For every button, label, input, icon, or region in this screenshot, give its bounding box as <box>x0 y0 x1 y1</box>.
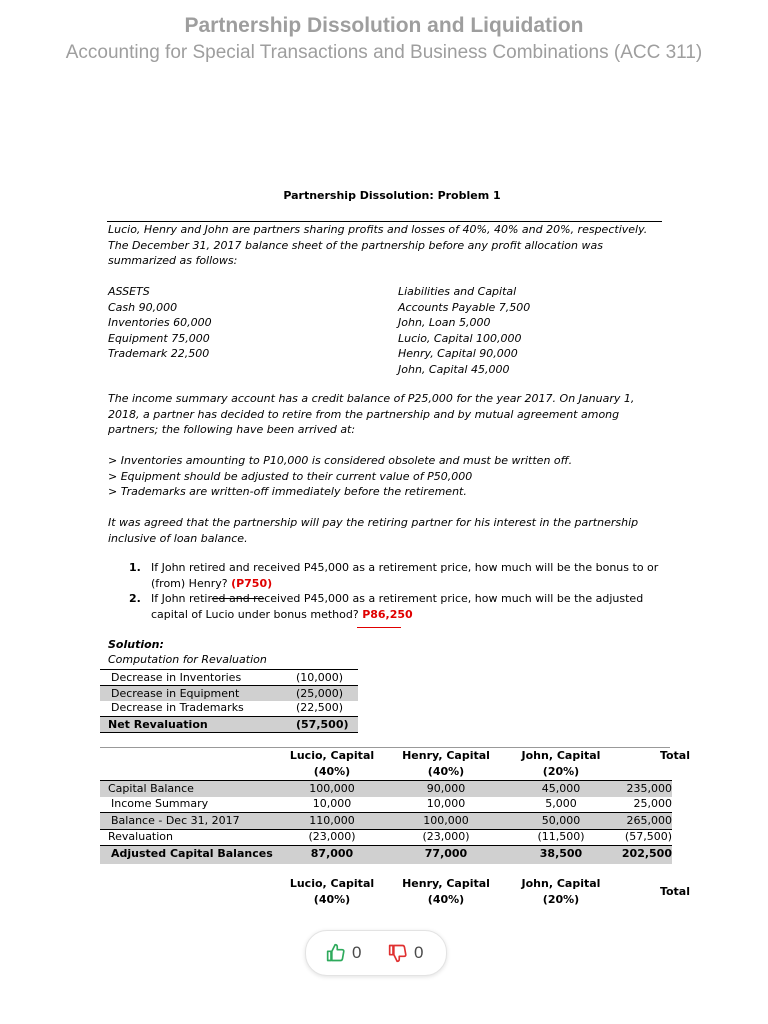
column-name: John, Capital <box>521 749 601 762</box>
column-header <box>515 748 607 779</box>
text-line: The December 31, 2017 balance sheet of the partnership before any profit allocation was <box>108 238 603 252</box>
asset-item: Cash 90,000 <box>108 300 178 314</box>
question-text-part: If John retir <box>151 592 212 605</box>
text-line: partners; the following have been arrived at: <box>108 423 356 436</box>
adjustment-item: > Inventories amounting to P10,000 is considered obsolete and must be written off. <box>108 454 573 467</box>
agreement-paragraph <box>108 515 668 546</box>
cell: 100,000 <box>309 782 355 795</box>
cell: 87,000 <box>310 847 354 860</box>
text-line: Lucio, Henry and John are partners sharing profits and losses of 40%, 40% and 20%, respectively. <box>108 223 648 236</box>
liabilities-list <box>398 284 530 377</box>
question-text: If John retired and received P45,000 as a retirement price, how much will be the bonus to or <box>151 561 659 574</box>
column-header <box>400 876 492 907</box>
column-header-total <box>620 748 690 764</box>
cell: (57,500) <box>624 830 672 843</box>
row-label: Adjusted Capital Balances <box>111 847 273 860</box>
row-value: (22,500) <box>296 701 344 714</box>
income-paragraph <box>108 391 668 438</box>
answer-text: (P750) <box>231 576 273 590</box>
cell: (11,500) <box>537 830 585 843</box>
liabilities-heading: Liabilities and Capital <box>398 285 517 298</box>
text-line: It was agreed that the partnership will pay the retiring partner for his interest in the partnership <box>108 516 639 529</box>
column-name: Lucio, Capital <box>289 749 375 762</box>
cell: 90,000 <box>426 782 466 795</box>
column-pct: (40%) <box>313 764 351 778</box>
column-pct: (40%) <box>427 764 465 778</box>
cell: 77,000 <box>424 847 468 860</box>
row-label: Decrease in Inventories <box>111 671 242 684</box>
column-pct: (40%) <box>427 892 465 906</box>
question-item <box>129 560 669 591</box>
row-value: (57,500) <box>296 718 349 731</box>
solution-label: Solution: <box>108 638 164 651</box>
second-table-header <box>100 876 690 912</box>
column-name: John, Capital <box>521 877 601 890</box>
cell: 25,000 <box>633 797 672 810</box>
revaluation-row <box>100 700 358 715</box>
cell: 235,000 <box>626 782 672 795</box>
row-label: Decrease in Trademarks <box>111 701 244 714</box>
column-header <box>515 876 607 907</box>
downvote-count: 0 <box>414 943 424 962</box>
cell: 45,000 <box>541 782 581 795</box>
assets-list <box>108 284 212 362</box>
document-title: Partnership Dissolution: Problem 1 <box>283 189 501 202</box>
liability-item: Lucio, Capital 100,000 <box>398 331 522 345</box>
table-row <box>100 796 672 812</box>
page-header-subtitle: Accounting for Special Transactions and Business Combinations (ACC 311) <box>65 42 703 63</box>
table-row <box>100 780 672 797</box>
cell: 10,000 <box>312 797 352 810</box>
assets-heading: ASSETS <box>108 285 150 298</box>
column-header <box>400 748 492 779</box>
table-row <box>100 829 672 845</box>
cell: (23,000) <box>308 830 356 843</box>
vote-widget <box>305 930 447 976</box>
column-pct: (20%) <box>542 892 580 906</box>
upvote-button[interactable] <box>326 943 361 963</box>
question-text-cont <box>151 607 669 623</box>
text-line: inclusive of loan balance. <box>108 531 248 545</box>
liability-item: John, Capital 45,000 <box>398 362 510 376</box>
column-name: Henry, Capital <box>402 877 490 890</box>
thumbs-up-icon <box>326 943 346 963</box>
asset-item: Trademark 22,500 <box>108 347 210 360</box>
row-label: Net Revaluation <box>108 718 208 731</box>
solution-subtitle: Computation for Revaluation <box>108 653 267 666</box>
thumbs-down-icon <box>388 943 408 963</box>
revaluation-row <box>100 669 358 685</box>
intro-paragraph <box>108 222 668 269</box>
cell: (23,000) <box>422 830 470 843</box>
revaluation-row <box>100 685 358 701</box>
column-pct: (40%) <box>313 892 351 906</box>
column-name: Lucio, Capital <box>289 877 375 890</box>
answer-underline <box>357 627 401 628</box>
text-line: 2018, a partner has decided to retire from the partnership and by mutual agreement among <box>108 407 620 421</box>
row-label: Decrease in Equipment <box>111 687 240 700</box>
asset-item: Inventories 60,000 <box>108 316 212 329</box>
column-name: Total <box>659 885 690 898</box>
liability-item: Henry, Capital 90,000 <box>398 347 518 360</box>
question-text-part: (from) Henry? <box>151 576 228 590</box>
questions-list <box>129 560 669 622</box>
column-header <box>286 748 378 779</box>
column-pct: (20%) <box>542 764 580 778</box>
column-header <box>286 876 378 907</box>
question-text-part: ceived P45,000 as a retirement price, how much will be the adjusted <box>264 592 644 605</box>
question-number: 2. <box>129 592 141 605</box>
asset-item: Equipment 75,000 <box>108 331 210 345</box>
column-header-total <box>620 884 690 900</box>
cell: 100,000 <box>423 814 469 827</box>
answer-text: P86,250 <box>362 607 413 621</box>
cell: 50,000 <box>541 814 581 827</box>
strikethrough-text: ed and re <box>211 592 265 605</box>
question-item <box>129 591 669 622</box>
capital-table-header <box>100 747 690 784</box>
cell: 5,000 <box>545 797 577 810</box>
liability-item: John, Loan 5,000 <box>398 316 491 329</box>
row-label: Capital Balance <box>108 782 194 795</box>
adjustment-item: > Equipment should be adjusted to their current value of P50,000 <box>108 469 473 483</box>
adjustment-item: > Trademarks are written-off immediately before the retirement. <box>108 485 467 498</box>
adjustments-list <box>108 453 572 500</box>
question-text-part: capital of Lucio under bonus method? <box>151 607 359 621</box>
cell: 10,000 <box>426 797 466 810</box>
question-text <box>151 591 669 607</box>
row-label: Income Summary <box>111 797 209 810</box>
text-line: summarized as follows: <box>108 254 238 267</box>
cell: 202,500 <box>621 847 672 860</box>
upvote-count: 0 <box>352 943 362 962</box>
column-name: Total <box>659 749 690 762</box>
table-total-row <box>100 845 672 864</box>
cell: 38,500 <box>539 847 583 860</box>
row-value: (25,000) <box>296 687 344 700</box>
table-row <box>100 812 672 830</box>
question-text-cont <box>151 576 669 592</box>
row-label: Balance - Dec 31, 2017 <box>111 814 240 827</box>
liability-item: Accounts Payable 7,500 <box>398 300 531 314</box>
row-label: Revaluation <box>108 830 174 843</box>
downvote-button[interactable] <box>388 943 423 963</box>
question-number: 1. <box>129 561 141 574</box>
row-value: (10,000) <box>296 671 344 684</box>
column-name: Henry, Capital <box>402 749 490 762</box>
text-line: The income summary account has a credit balance of P25,000 for the year 2017. On January 1, <box>108 392 635 405</box>
page-header-title: Partnership Dissolution and Liquidation <box>184 14 584 37</box>
cell: 110,000 <box>309 814 355 827</box>
cell: 265,000 <box>626 814 672 827</box>
revaluation-total-row <box>100 716 358 733</box>
